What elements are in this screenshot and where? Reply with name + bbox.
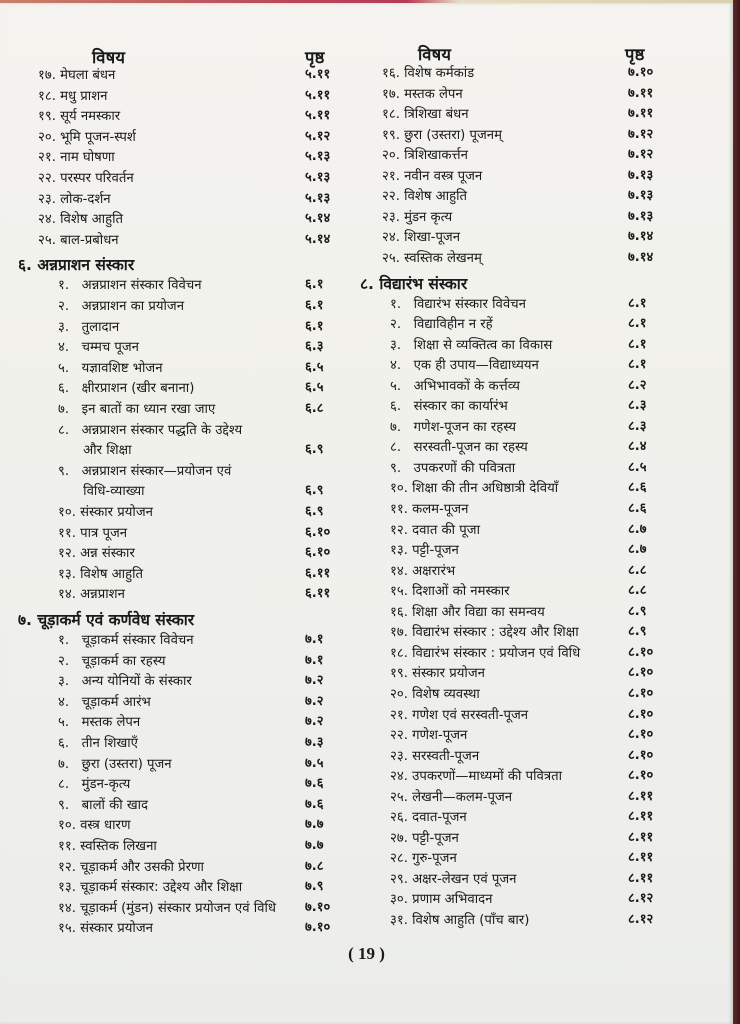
toc-entry: ५. मस्तक लेपन — [58, 715, 141, 731]
toc-entry: २१. नाम घोषणा — [38, 150, 115, 166]
toc-entry-page: ७.१२ — [628, 126, 654, 142]
toc-entry: २१. नवीन वस्त्र पूजन — [382, 168, 483, 184]
section-heading: ६. अन्नप्राशन संस्कार — [18, 256, 135, 275]
toc-entry: ११. कलम-पूजन — [390, 502, 469, 517]
toc-entry: १३. चूड़ाकर्म संस्कार: उद्देश्य और शिक्षा — [58, 880, 243, 896]
toc-entry: २२. परस्पर परिवर्तन — [38, 171, 134, 186]
toc-entry: १६. विशेष कर्मकांड — [382, 66, 475, 81]
toc-entry: ३. अन्य योनियों के संस्कार — [58, 674, 192, 690]
toc-entry-page: ७.७ — [305, 838, 324, 853]
toc-entry-page: ७.८ — [305, 858, 324, 874]
toc-entry: १७. विद्यारंभ संस्कार : उद्देश्य और शिक्षा — [390, 625, 579, 641]
toc-entry-page: ८.१ — [628, 316, 647, 332]
toc-entry: २५. स्वस्तिक लेखनम् — [382, 250, 482, 266]
toc-entry-page: ७.१४ — [628, 229, 654, 245]
toc-entry: १२. अन्न संस्कार — [58, 546, 135, 562]
toc-entry-page: ५.१३ — [305, 190, 331, 206]
toc-entry: २१. गणेश एवं सरस्वती-पूजन — [390, 707, 529, 723]
toc-entry-page: ६.९ — [305, 504, 324, 519]
toc-entry: १३. पट्टी-पूजन — [390, 543, 459, 559]
toc-entry: १८. मधु प्राशन — [38, 88, 108, 104]
toc-entry: २. अन्नप्राशन का प्रयोजन — [58, 299, 185, 314]
section-heading: ८. विद्यारंभ संस्कार — [360, 274, 468, 293]
toc-entry: ११. पात्र पूजन — [58, 525, 128, 541]
toc-entry-page: ८.९ — [628, 603, 647, 619]
toc-entry-page: ८.७ — [628, 542, 647, 558]
toc-entry: १९. सूर्य नमस्कार — [38, 109, 121, 125]
toc-entry-page: ७.१२ — [628, 147, 654, 163]
book-binding-edge — [733, 0, 740, 1024]
toc-entry-page: ७.१ — [305, 652, 324, 668]
toc-entry-page: ७.१३ — [628, 188, 654, 204]
toc-entry: २६. दवात-पूजन — [390, 810, 467, 826]
toc-entry-page: ६.१ — [305, 277, 324, 293]
toc-entry-page: ७.६ — [305, 776, 324, 792]
toc-entry-page: ७.११ — [628, 106, 654, 122]
toc-entry: १६. शिक्षा और विद्या का समन्वय — [390, 604, 545, 620]
toc-entry: ५. यज्ञावशिष्ट भोजन — [58, 360, 163, 376]
section-heading: ७. चूड़ाकर्म एवं कर्णवेध संस्कार — [18, 611, 195, 629]
toc-entry: विधि-व्याख्या — [58, 484, 145, 500]
toc-entry: ६. संस्कार का कार्यारंभ — [390, 399, 508, 415]
toc-entry-page: ८.१० — [628, 727, 654, 743]
toc-entry-page: ८.१० — [628, 706, 654, 722]
toc-entry-page: ६.१ — [305, 318, 324, 334]
toc-entry: ७. छुरा (उस्तरा) पूजन — [58, 756, 172, 772]
toc-entry: २३. लोक-दर्शन — [38, 191, 111, 207]
toc-entry: ९. उपकरणों की पवित्रता — [390, 460, 516, 476]
toc-entry: १०. शिक्षा की तीन अधिष्ठात्री देवियाँ — [390, 481, 559, 497]
toc-entry-page: ८.८ — [628, 562, 647, 578]
toc-entry: २९. अक्षर-लेखन एवं पूजन — [390, 871, 517, 887]
toc-entry: १३. विशेष आहुति — [58, 566, 144, 582]
toc-entry: और शिक्षा — [58, 443, 132, 459]
toc-entry-page: ७.११ — [628, 85, 654, 101]
toc-entry: २३. सरस्वती-पूजन — [390, 748, 480, 764]
toc-entry: ७. गणेश-पूजन का रहस्य — [390, 419, 517, 435]
toc-entry: ८. मुंडन-कृत्य — [58, 777, 131, 793]
toc-entry-page: ५.११ — [305, 67, 331, 82]
toc-entry: ४. चूड़ाकर्म आरंभ — [58, 694, 151, 710]
toc-entry-page: ७.६ — [305, 796, 324, 812]
toc-entry-page: ७.२ — [305, 673, 324, 689]
toc-entry-page: ७.२ — [305, 693, 324, 709]
toc-entry: १४. अक्षरारंभ — [390, 563, 456, 579]
toc-entry: ४. एक ही उपाय—विद्याध्ययन — [390, 358, 539, 374]
toc-entry-page: ७.१३ — [628, 208, 654, 224]
toc-entry: २०. त्रिशिखाकर्त्तन — [382, 148, 468, 164]
toc-entry-page: ८.१२ — [628, 912, 654, 927]
toc-entry: २५. बाल-प्रबोधन — [38, 232, 119, 248]
toc-entry: ९. अन्नप्राशन संस्कार—प्रयोजन एवं — [58, 463, 232, 479]
toc-entry: २७. पट्टी-पूजन — [390, 830, 459, 846]
toc-entry-page: ८.७ — [628, 521, 647, 537]
toc-entry: २. चूड़ाकर्म का रहस्य — [58, 653, 166, 669]
toc-entry: १. चूड़ाकर्म संस्कार विवेचन — [58, 633, 194, 648]
toc-entry-page: ८.६ — [628, 501, 647, 516]
toc-entry: १७. मेघला बंधन — [38, 68, 116, 83]
toc-entry-page: ८.११ — [628, 870, 654, 886]
toc-entry-page: ८.९ — [628, 624, 647, 640]
toc-entry: ८. सरस्वती-पूजन का रहस्य — [390, 440, 528, 456]
toc-page — [0, 3, 733, 1024]
toc-entry-page: ५.१४ — [305, 211, 331, 227]
toc-entry: २०. विशेष व्यवस्था — [390, 686, 480, 702]
toc-entry: १. अन्नप्राशन संस्कार विवेचन — [58, 278, 202, 294]
toc-entry: २. विद्याविहीन न रहें — [390, 317, 493, 333]
toc-entry-page: ८.१२ — [628, 891, 654, 907]
toc-entry: १०. वस्त्र धारण — [58, 818, 131, 834]
toc-entry: २५. लेखनी—कलम-पूजन — [390, 789, 513, 805]
toc-entry-page: ८.१ — [628, 295, 647, 311]
toc-entry-page: ७.१ — [305, 632, 324, 647]
toc-entry: १२. चूड़ाकर्म और उसकी प्रेरणा — [58, 859, 204, 875]
toc-entry: १०. संस्कार प्रयोजन — [58, 505, 153, 520]
toc-entry: १२. दवात की पूजा — [390, 522, 480, 538]
page-header: पृष्ठ — [625, 45, 645, 64]
toc-entry: २८. गुरु-पूजन — [390, 851, 457, 867]
toc-entry-page: ८.१ — [628, 336, 647, 352]
page-number: ( 19 ) — [348, 944, 385, 963]
toc-entry-page: ८.११ — [628, 809, 654, 825]
toc-entry-page: ६.१ — [305, 298, 324, 313]
toc-entry: १७. मस्तक लेपन — [382, 86, 463, 102]
toc-entry-page: ८.११ — [628, 850, 654, 866]
toc-entry-page: ७.१० — [305, 920, 331, 936]
toc-entry-page: ६.९ — [305, 442, 324, 458]
toc-entry-page: ८.११ — [628, 788, 654, 804]
toc-entry: १८. विद्यारंभ संस्कार : प्रयोजन एवं विधि — [390, 645, 581, 661]
toc-entry: २२. गणेश-पूजन — [390, 728, 468, 744]
toc-entry: ६. तीन शिखाएँ — [58, 736, 138, 751]
page-header: पृष्ठ — [305, 48, 325, 67]
toc-entry: ९. बालों की खाद — [58, 797, 149, 813]
toc-entry: १९. संस्कार प्रयोजन — [390, 666, 485, 682]
toc-entry-page: ८.३ — [628, 398, 647, 414]
toc-entry-page: ६.८ — [305, 401, 324, 416]
subject-header: विषय — [92, 48, 126, 67]
toc-entry-page: ७.२ — [305, 714, 324, 730]
toc-entry-page: ५.१२ — [305, 128, 331, 144]
toc-entry: ५. अभिभावकों के कर्त्तव्य — [390, 378, 520, 394]
toc-entry: १४. चूड़ाकर्म (मुंडन) संस्कार प्रयोजन एवं विधि — [58, 900, 277, 916]
toc-entry: २४. उपकरणों—माध्यमों की पवित्रता — [390, 769, 563, 785]
toc-entry: २२. विशेष आहुति — [382, 189, 468, 205]
toc-entry: १५. संस्कार प्रयोजन — [58, 921, 153, 937]
toc-entry-page: ५.१३ — [305, 170, 331, 185]
toc-entry: १९. छुरा (उस्तरा) पूजनम् — [382, 127, 502, 143]
toc-entry-page: ७.१० — [305, 899, 331, 915]
toc-entry-page: ८.५ — [628, 459, 647, 475]
toc-entry-page: ८.१० — [628, 747, 654, 763]
toc-entry-page: ५.१४ — [305, 231, 331, 247]
toc-entry-page: ७.१३ — [628, 167, 654, 183]
toc-entry: १५. दिशाओं को नमस्कार — [390, 584, 510, 600]
toc-entry-page: ८.४ — [628, 439, 647, 455]
toc-entry-page: ६.५ — [305, 359, 324, 375]
toc-entry-page: ७.१४ — [628, 249, 654, 265]
toc-entry-page: ५.१३ — [305, 149, 331, 165]
toc-entry: २४. शिखा-पूजन — [382, 230, 461, 246]
toc-entry-page: ८.१ — [628, 357, 647, 373]
toc-entry: ३०. प्रणाम अभिवादन — [390, 892, 493, 908]
toc-entry: २०. भूमि पूजन-स्पर्श — [38, 129, 136, 145]
toc-entry-page: ८.१० — [628, 665, 654, 681]
toc-entry-page: ५.११ — [305, 87, 331, 103]
toc-entry: १. विद्यारंभ संस्कार विवेचन — [390, 296, 526, 312]
toc-entry-page: ६.११ — [305, 586, 331, 602]
subject-header: विषय — [418, 45, 452, 64]
toc-entry: १८. त्रिशिखा बंधन — [382, 107, 469, 123]
toc-entry-page: ८.१० — [628, 685, 654, 701]
toc-entry-page: ८.१० — [628, 644, 654, 660]
toc-entry: ८. अन्नप्राशन संस्कार पद्धति के उद्देश्य — [58, 422, 243, 438]
toc-entry-page: ८.११ — [628, 829, 654, 845]
toc-entry-page: ६.९ — [305, 483, 324, 499]
toc-entry: ४. चम्मच पूजन — [58, 340, 139, 356]
toc-entry-page: ६.३ — [305, 339, 324, 355]
toc-entry: ३. तुलादान — [58, 319, 120, 335]
toc-entry: ३१. विशेष आहुति (पाँच बार) — [390, 913, 530, 928]
toc-entry-page: ७.९ — [305, 879, 324, 895]
toc-entry-page: ७.७ — [305, 817, 324, 833]
toc-entry-page: ८.८ — [628, 583, 647, 599]
toc-entry-page: ८.१० — [628, 768, 654, 784]
toc-entry-page: ५.११ — [305, 108, 331, 124]
toc-entry-page: ६.५ — [305, 380, 324, 396]
toc-entry-page: ६.११ — [305, 565, 331, 581]
toc-entry-page: ६.१० — [305, 545, 331, 561]
toc-entry-page: ८.२ — [628, 377, 647, 393]
toc-entry-page: ८.६ — [628, 480, 647, 496]
toc-entry-page: ७.१० — [628, 65, 654, 80]
toc-entry: २४. विशेष आहुति — [38, 212, 124, 228]
toc-entry-page: ७.३ — [305, 735, 324, 750]
toc-entry: ६. क्षीरप्राशन (खीर बनाना) — [58, 381, 195, 397]
toc-entry: ३. शिक्षा से व्यक्तित्व का विकास — [390, 337, 553, 353]
toc-entry: ११. स्वस्तिक लिखना — [58, 839, 157, 854]
toc-entry-page: ८.३ — [628, 418, 647, 434]
toc-entry-page: ७.५ — [305, 755, 324, 771]
toc-entry: ७. इन बातों का ध्यान रखा जाए — [58, 402, 216, 417]
toc-entry: २३. मुंडन कृत्य — [382, 209, 453, 225]
toc-entry: १४. अन्नप्राशन — [58, 587, 125, 603]
toc-entry-page: ६.१० — [305, 524, 331, 540]
